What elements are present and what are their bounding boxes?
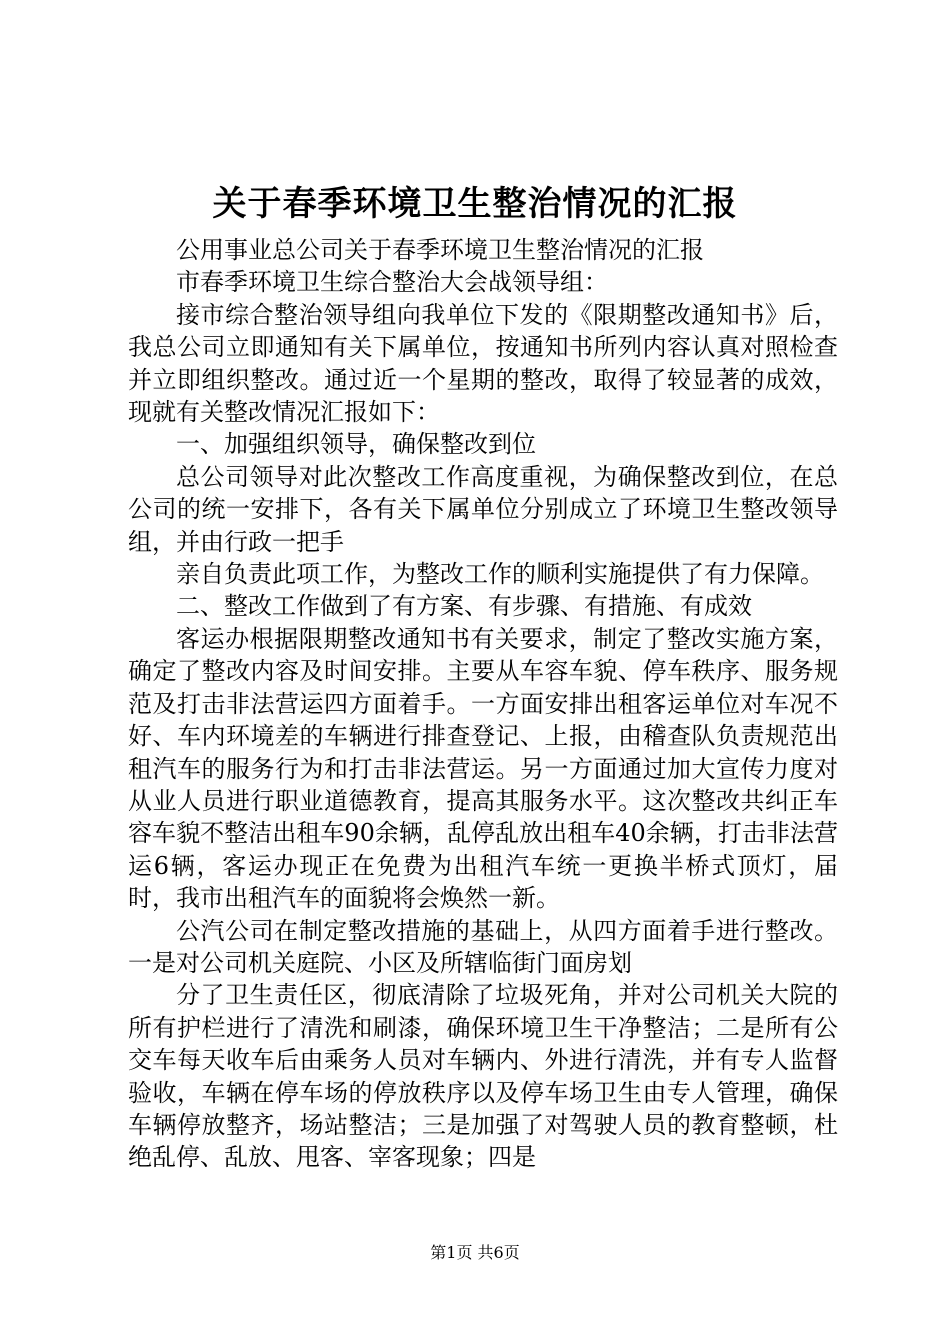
paragraph: 分了卫生责任区，彻底清除了垃圾死角，并对公司机关大院的所有护栏进行了清洗和刷漆，确保环境卫生干净整洁；二是所有公交车每天收车后由乘务人员对车辆内、外进行清洗，并有专人监督验收，车辆在停车场的停放秩序以及停车场卫生由专人管理，确保车辆停放整齐，场站整洁；三是加强了对驾驶人员的教育整顿，杜绝乱停、乱放、甩客、宰客现象；四是 [128, 981, 838, 1172]
paragraph: 客运办根据限期整改通知书有关要求，制定了整改实施方案，确定了整改内容及时间安排。主要从车容车貌、停车秩序、服务规范及打击非法营运四方面着手。一方面安排出租客运单位对车况不好、车内环境差的车辆进行排查登记、上报，由稽查队负责规范出租汽车的服务行为和打击非法营运。另一方面通过加大宣传力度对从业人员进行职业道德教育，提高其服务水平。这次整改共纠正车容车貌不整洁出租车90余辆，乱停乱放出租车40余辆，打击非法营运6辆，客运办现正在免费为出租汽车统一更换半桥式顶灯，届时，我市出租汽车的面貌将会焕然一新。 [128, 624, 838, 913]
paragraph: 接市综合整治领导组向我单位下发的《限期整改通知书》后，我总公司立即通知有关下属单位，按通知书所列内容认真对照检查并立即组织整改。通过近一个星期的整改，取得了较显著的成效，现就有关整改情况汇报如下： [128, 300, 838, 427]
paragraph: 亲自负责此项工作，为整改工作的顺利实施提供了有力保障。 [176, 560, 824, 589]
document-title: 关于春季环境卫生整治情况的汇报 [212, 184, 738, 224]
section-heading: 二、整改工作做到了有方案、有步骤、有措施、有成效 [176, 592, 752, 621]
paragraph: 总公司领导对此次整改工作高度重视，为确保整改到位，在总公司的统一安排下，各有关下属单位分别成立了环境卫生整改领导组，并由行政一把手 [128, 462, 838, 556]
page-footer: 第1页 共6页 [430, 1243, 520, 1262]
paragraph: 市春季环境卫生综合整治大会战领导组： [176, 268, 608, 297]
document-body [128, 234, 838, 1174]
paragraph: 公汽公司在制定整改措施的基础上，从四方面着手进行整改。一是对公司机关庭院、小区及所辖临街门面房划 [128, 916, 838, 977]
paragraph: 公用事业总公司关于春季环境卫生整治情况的汇报 [176, 236, 704, 264]
section-heading: 一、加强组织领导，确保整改到位 [176, 430, 536, 459]
